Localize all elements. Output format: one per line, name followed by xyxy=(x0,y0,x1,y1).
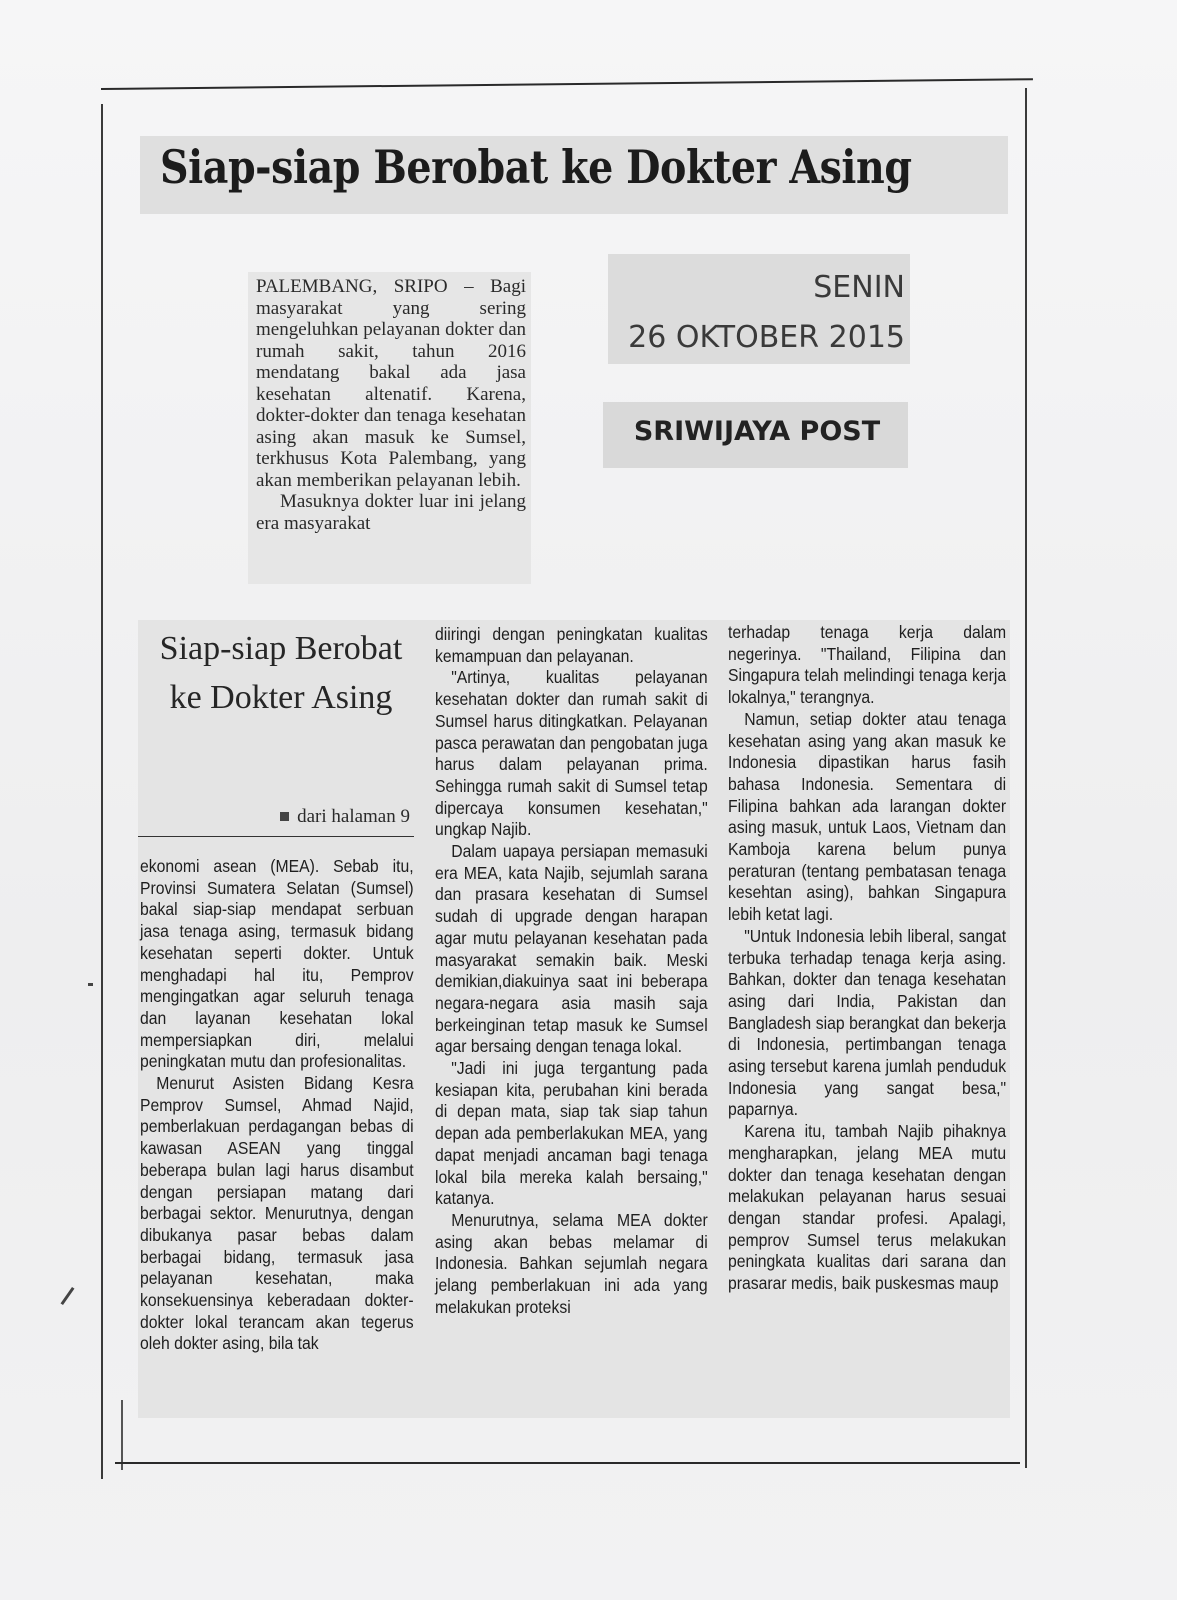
column-3-paragraph: Karena itu, tambah Najib pihaknya mengharapkan, jelang MEA mutu dokter dan tenaga kesehatan dengan melakukan pelayanan harus sesuai dengan standar profesi. Apalagi, pemprov Sumsel terus melakukan peningkata kualitas dari sarana dan prasarar medis, baik puskesmas maup xyxy=(728,1121,1007,1294)
lead-paragraph-2: Masuknya dokter luar ini jelang era masyarakat xyxy=(256,491,526,534)
column-1-paragraph: ekonomi asean (MEA). Sebab itu, Provinsi Sumatera Selatan (Sumsel) bakal siap-siap mendapat serbuan jasa tenaga asing, termasuk bidang kesehatan seperti dokter. Untuk menghadapi hal itu, Pemprov mengingatkan agar seluruh tenaga dan layanan kesehatan lokal mempersiapkan diri, melalui peningkatan mutu dan profesionalitas. xyxy=(140,856,414,1072)
lead-paragraph-1: PALEMBANG, SRIPO – Bagi masyarakat yang sering mengeluhkan pelayanan dokter dan rumah sakit, tahun 2016 mendatang bakal ada jasa kesehatan altenatif. Karena, dokter-dokter dan tenaga kesehatan asing akan masuk ke Sumsel, terkhusus Kota Palembang, yang akan memberikan pelayanan lebih. xyxy=(256,276,526,491)
scan-speck xyxy=(88,983,93,986)
lead-paragraphs xyxy=(256,276,526,534)
column-2-paragraph: Dalam uapaya persiapan memasuki era MEA, kata Najib, sejumlah sarana dan prasara kesehatan di Sumsel sudah di upgrade dengan harapan agar mutu pelayanan kesehatan pada masyarakat semakin baik. Meski demikian,diakuinya saat ini beberapa negara-negara asia masih saja berkeinginan tetap masuk ke Sumsel agar bersaing dengan tenaga lokal. xyxy=(435,841,708,1057)
column-3-paragraph: Namun, setiap dokter atau tenaga kesehatan asing yang akan masuk ke Indonesia dipastikan harus fasih bahasa Indonesia. Sementara di Filipina bahkan ada larangan dokter asing masuk, untuk Laos, Vietnam dan Kamboja karena belum punya peraturan (tentang pembatasan tenaga kesehtan asing), bahkan Singapura lebih ketat lagi. xyxy=(728,708,1007,925)
square-bullet-icon xyxy=(280,812,289,821)
frame-right-line xyxy=(1025,88,1027,1468)
date-day: SENIN xyxy=(813,270,905,305)
newspaper-source: SRIWIJAYA POST xyxy=(633,416,881,447)
from-page-note xyxy=(150,806,410,828)
article-column-3 xyxy=(728,622,1006,1295)
column-3-paragraph: "Untuk Indonesia lebih liberal, sangat terbuka terhadap tenaga kerja asing. Bahkan, dokter dan tenaga kesehatan asing dari India, Pakistan dan Bangladesh siap berangkat dan bekerja di Indonesia, pertimbangan tenaga asing tersebut karena jumlah penduduk Indonesia yang sangat besa," paparnya. xyxy=(728,925,1007,1120)
from-page-label: dari halaman 9 xyxy=(297,806,410,827)
article-column-1 xyxy=(140,856,414,1355)
column-1-paragraph: Menurut Asisten Bidang Kesra Pemprov Sumsel, Ahmad Najid, pemberlakuan perdagangan bebas di kawasan ASEAN yang tinggal beberapa bulan lagi harus disambut dengan persiapan matang dari berbagai sektor. Menurutnya, dengan dibukanya pasar bebas dalam berbagai bidang, termasuk jasa pelayanan kesehatan, maka konsekuensinya keberadaan dokter-dokter lokal terancam akan tegerus oleh dokter asing, bila tak xyxy=(140,1073,414,1354)
title-rule xyxy=(138,836,414,837)
frame-left-inner-line xyxy=(121,1400,123,1470)
column-2-paragraph: diiringi dengan peningkatan kualitas kemampuan dan pelayanan. xyxy=(435,624,708,666)
frame-left-line xyxy=(101,104,103,1479)
column-2-paragraph: Menurutnya, selama MEA dokter asing akan bebas melamar di Indonesia. Bahkan sejumlah negara jelang pemberlakuan ini ada yang melakukan proteksi xyxy=(435,1209,708,1317)
frame-bottom-line xyxy=(115,1462,1020,1464)
column-2-paragraph: "Jadi ini juga tergantung pada kesiapan kita, perubahan kini berada di depan mata, siap tak siap tahun depan ada pemberlakukan MEA, yang dapat menjadi ancaman bagi tenaga lokal bila mereka kalah bersaing," katanya. xyxy=(435,1058,708,1209)
headline: Siap-siap Berobat ke Dokter Asing xyxy=(160,140,912,194)
article-column-2 xyxy=(435,624,708,1319)
column-2-paragraph: "Artinya, kualitas pelayanan kesehatan dokter dan rumah sakit di Sumsel harus ditingkatkan. Pelayanan pasca perawatan dan pengobatan juga harus dalam pelayanan prima. Sehingga rumah sakit di Sumsel tetap dipercaya konsumen kesehatan," ungkap Najib. xyxy=(435,667,708,840)
continuation-title: Siap-siap Berobat ke Dokter Asing xyxy=(159,630,403,716)
column-3-paragraph: terhadap tenaga kerja dalam negerinya. "Thailand, Filipina dan Singapura telah melindingi tenaga kerja lokalnya," terangnya. xyxy=(728,622,1007,708)
date-full: 26 OKTOBER 2015 xyxy=(628,320,905,355)
